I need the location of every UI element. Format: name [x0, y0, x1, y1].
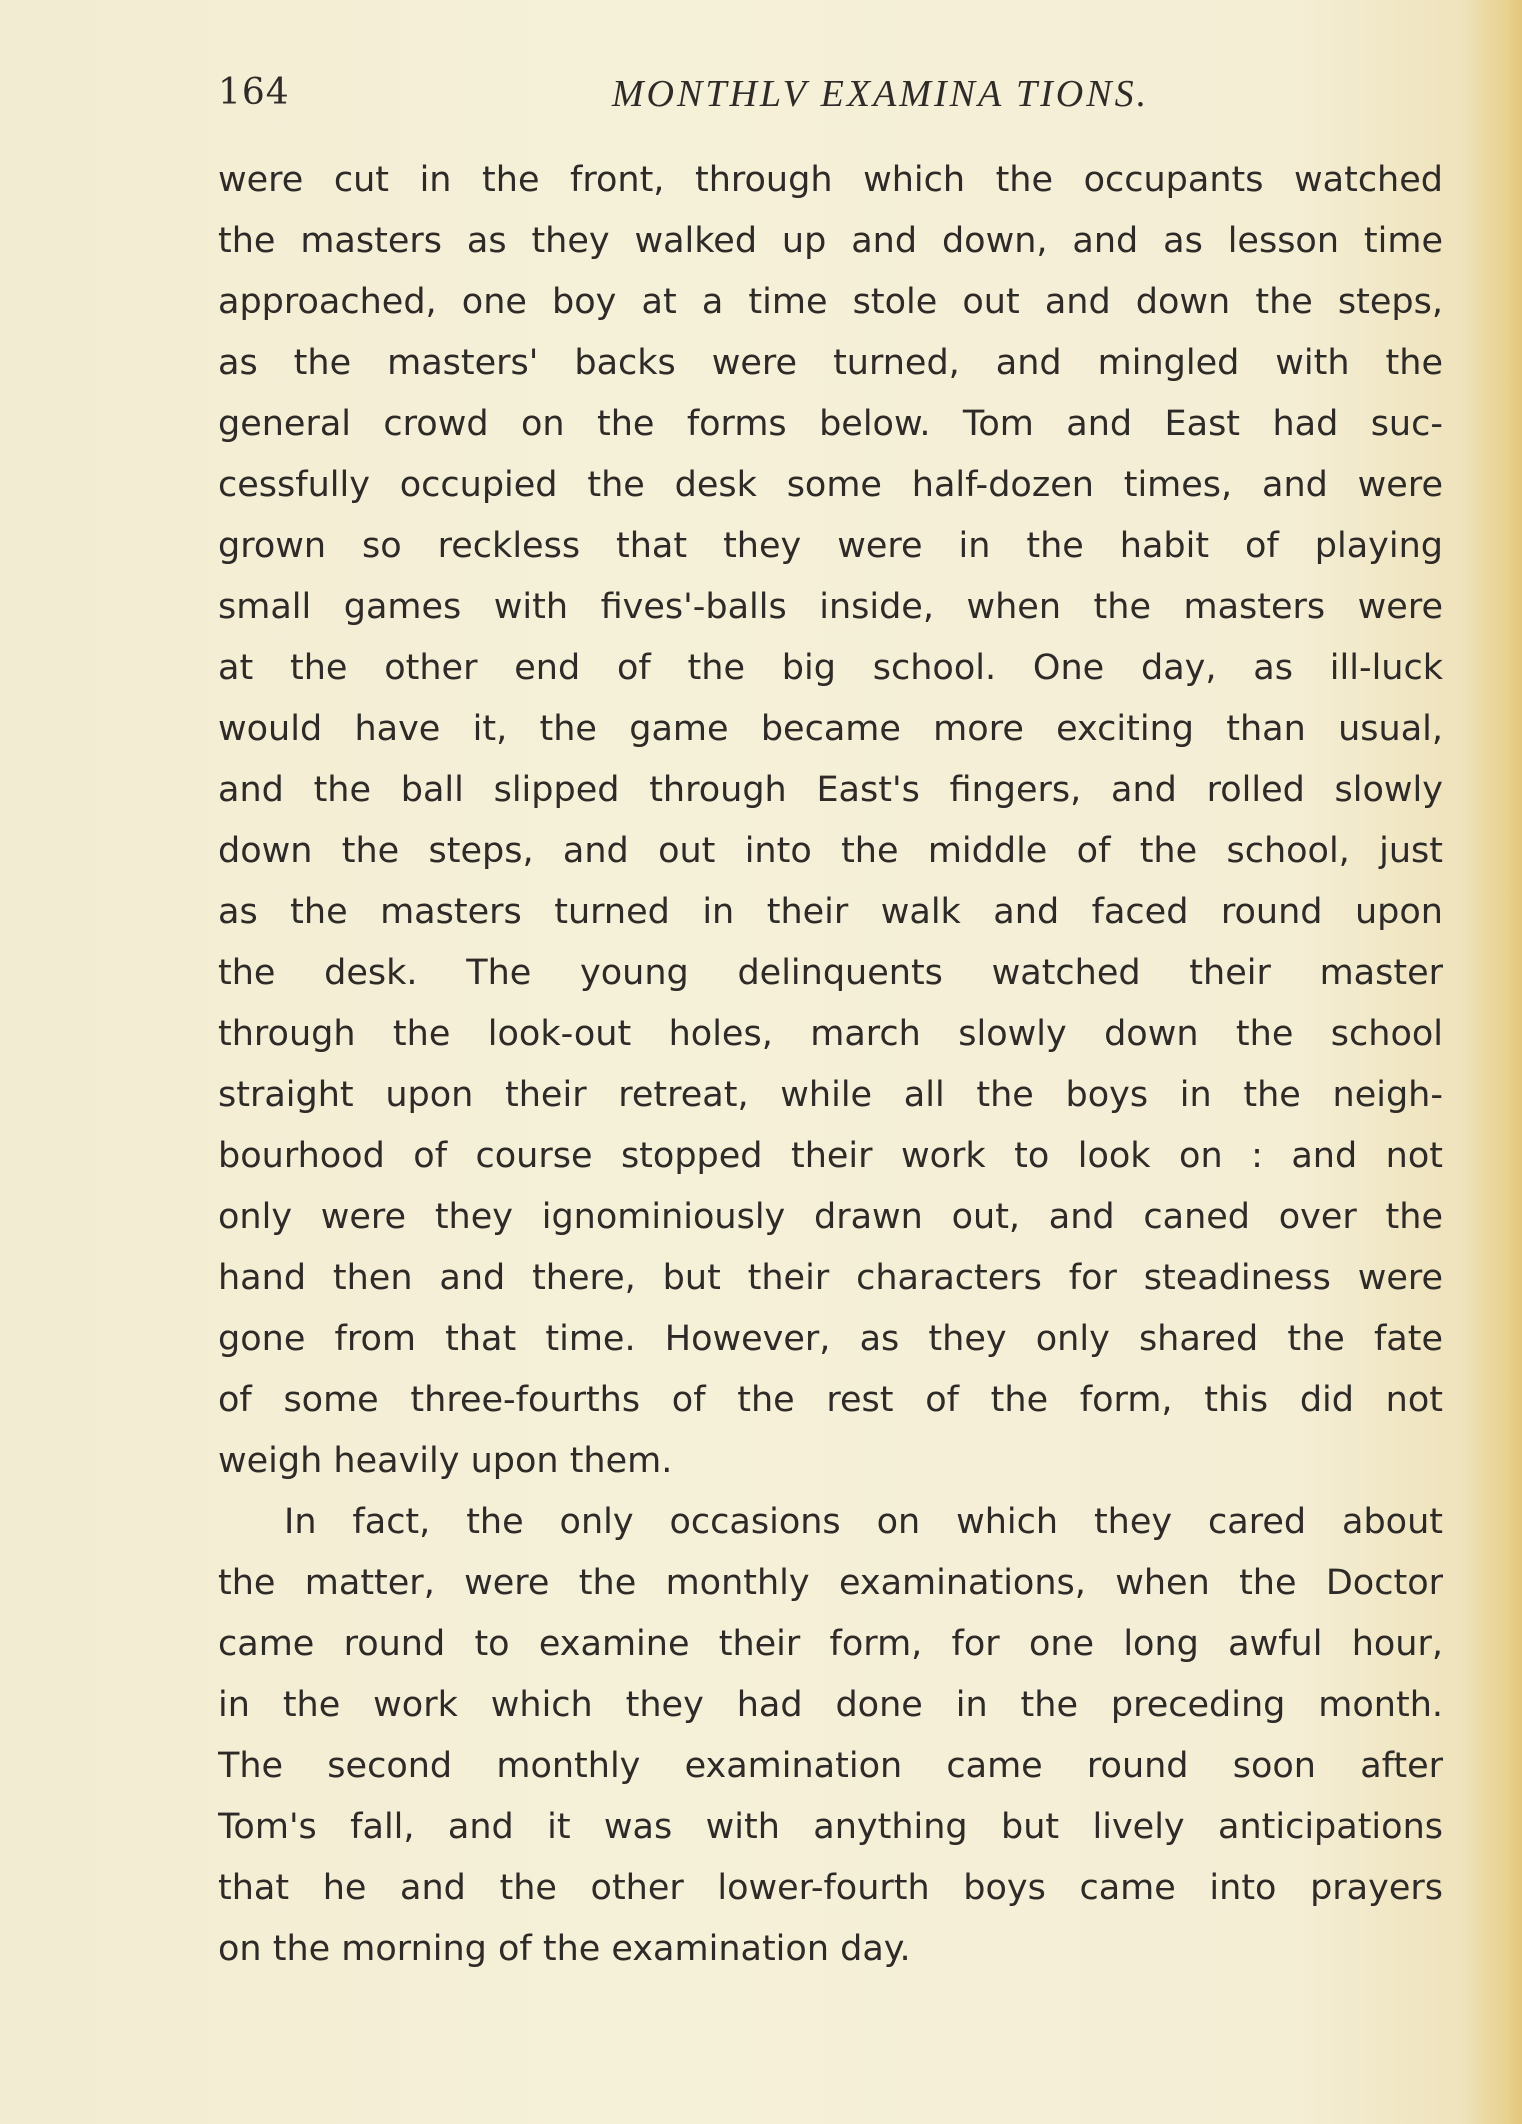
text-line: gone from that time. However, as they only shared the fate: [218, 1319, 1443, 1359]
text-line: The second monthly examination came round soon after: [218, 1746, 1443, 1786]
text-line: the desk. The young delinquents watched their master: [218, 953, 1443, 993]
text-line: as the masters turned in their walk and faced round upon: [218, 892, 1443, 932]
text-line: the matter, were the monthly examinations, when the Doctor: [218, 1563, 1443, 1603]
text-line: bourhood of course stopped their work to look on : and not: [218, 1136, 1443, 1176]
body-text: [218, 150, 1443, 1980]
text-line: general crowd on the forms below. Tom and East had suc-: [218, 404, 1443, 444]
page-edge-shading: [1467, 0, 1522, 2124]
page-number: 164: [218, 72, 290, 113]
text-line: were cut in the front, through which the occupants watched: [218, 160, 1443, 200]
text-line: in the work which they had done in the preceding month.: [218, 1685, 1443, 1725]
text-line: cessfully occupied the desk some half-dozen times, and were: [218, 465, 1443, 505]
text-line: that he and the other lower-fourth boys came into prayers: [218, 1868, 1443, 1908]
text-line: only were they ignominiously drawn out, and caned over the: [218, 1197, 1443, 1237]
text-line: In fact, the only occasions on which they cared about: [284, 1502, 1443, 1542]
text-line: would have it, the game became more exciting than usual,: [218, 709, 1443, 749]
text-line: small games with fives'-balls inside, when the masters were: [218, 587, 1443, 627]
text-line: hand then and there, but their characters for steadiness were: [218, 1258, 1443, 1298]
running-title: MONTHLV EXAMINA TIONS.: [611, 73, 1150, 115]
paragraph: [218, 1492, 1443, 1980]
paragraph: [218, 150, 1443, 1492]
text-line: grown so reckless that they were in the habit of playing: [218, 526, 1443, 566]
page-header: [218, 72, 1443, 122]
text-line: came round to examine their form, for one long awful hour,: [218, 1624, 1443, 1664]
text-line: as the masters' backs were turned, and mingled with the: [218, 343, 1443, 383]
text-line: weigh heavily upon them.: [218, 1441, 673, 1481]
text-line: the masters as they walked up and down, and as lesson time: [218, 221, 1443, 261]
text-line: Tom's fall, and it was with anything but lively anticipations: [218, 1807, 1443, 1847]
text-line: at the other end of the big school. One day, as ill-luck: [218, 648, 1443, 688]
text-line: on the morning of the examination day.: [218, 1929, 911, 1969]
text-line: and the ball slipped through East's fingers, and rolled slowly: [218, 770, 1443, 810]
text-line: approached, one boy at a time stole out and down the steps,: [218, 282, 1443, 322]
text-line: straight upon their retreat, while all the boys in the neigh-: [218, 1075, 1443, 1115]
text-line: through the look-out holes, march slowly down the school: [218, 1014, 1443, 1054]
text-line: down the steps, and out into the middle of the school, just: [218, 831, 1443, 871]
text-line: of some three-fourths of the rest of the form, this did not: [218, 1380, 1443, 1420]
